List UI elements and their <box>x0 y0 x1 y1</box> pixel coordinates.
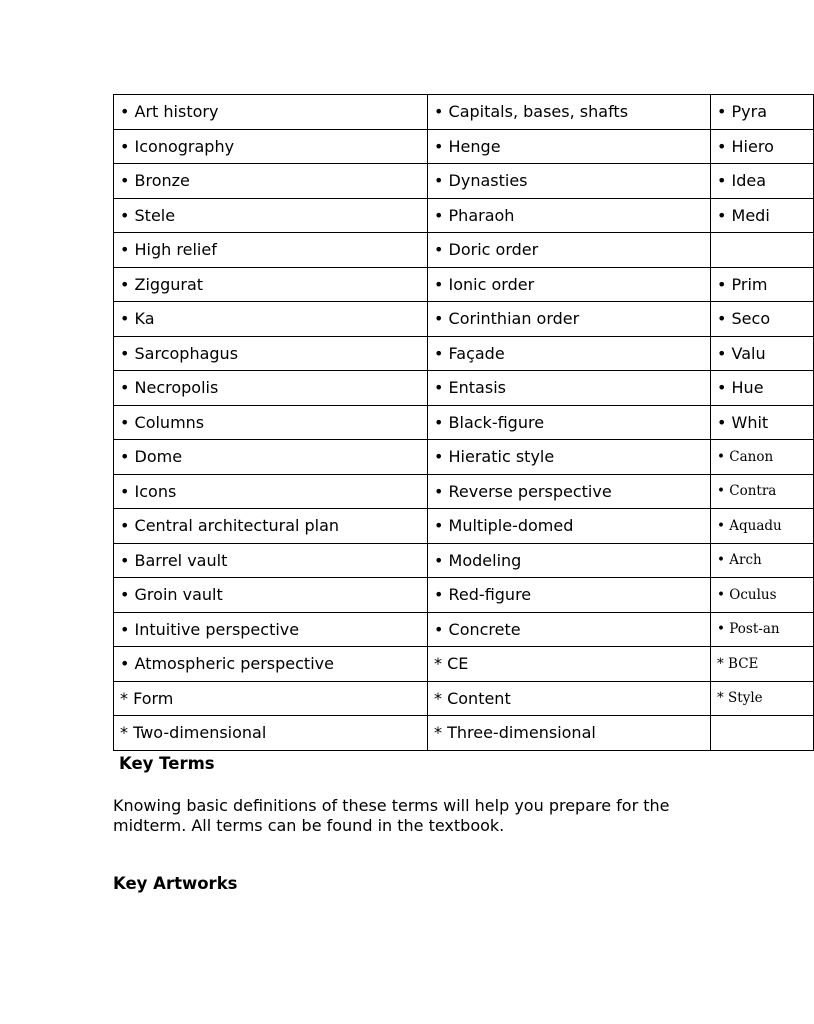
table-cell: • Iconography <box>114 129 428 164</box>
table-cell: • Capitals, bases, shafts <box>428 95 711 130</box>
table-cell: • Pyra <box>711 95 814 130</box>
table-cell: • Columns <box>114 405 428 440</box>
table-row <box>114 440 814 475</box>
table-row <box>114 612 814 647</box>
table-row <box>114 198 814 233</box>
table-row <box>114 233 814 268</box>
table-cell: * Two-dimensional <box>114 716 428 751</box>
key-terms-description: Knowing basic definitions of these terms will help you prepare for the midterm. All terms can be found in the textbook. <box>113 796 670 835</box>
table-cell: • Multiple-domed <box>428 509 711 544</box>
table-cell: * Three-dimensional <box>428 716 711 751</box>
table-cell: • Hiero <box>711 129 814 164</box>
table-cell: • Contra <box>711 474 814 509</box>
key-terms-table <box>113 94 814 751</box>
table-cell: * Form <box>114 681 428 716</box>
table-cell: • Medi <box>711 198 814 233</box>
table-cell: • Central architectural plan <box>114 509 428 544</box>
table-cell: • Black-figure <box>428 405 711 440</box>
table-row <box>114 95 814 130</box>
table-row <box>114 371 814 406</box>
table-cell: • Reverse perspective <box>428 474 711 509</box>
table-cell: * CE <box>428 647 711 682</box>
table-cell: • Groin vault <box>114 578 428 613</box>
table-row <box>114 681 814 716</box>
table-cell: • Aquadu <box>711 509 814 544</box>
table-cell: • Bronze <box>114 164 428 199</box>
table-row <box>114 267 814 302</box>
table-cell: • Arch <box>711 543 814 578</box>
table-cell: • Canon <box>711 440 814 475</box>
table-cell: • Sarcophagus <box>114 336 428 371</box>
table-row <box>114 647 814 682</box>
table-cell: * BCE <box>711 647 814 682</box>
table-cell: * Content <box>428 681 711 716</box>
table-cell: • Concrete <box>428 612 711 647</box>
table-cell: • Entasis <box>428 371 711 406</box>
table-cell: • Façade <box>428 336 711 371</box>
table-cell <box>711 233 814 268</box>
table-cell: • Barrel vault <box>114 543 428 578</box>
table-cell: • Modeling <box>428 543 711 578</box>
table-cell: • Corinthian order <box>428 302 711 337</box>
table-row <box>114 716 814 751</box>
table-cell: • Stele <box>114 198 428 233</box>
key-terms-heading: Key Terms <box>119 754 215 773</box>
table-row <box>114 543 814 578</box>
table-cell <box>711 716 814 751</box>
table-cell: • Ionic order <box>428 267 711 302</box>
table-row <box>114 336 814 371</box>
table-cell: • Intuitive perspective <box>114 612 428 647</box>
table-cell: • Post-an <box>711 612 814 647</box>
table-row <box>114 129 814 164</box>
table-cell: • Ka <box>114 302 428 337</box>
table-cell: • Pharaoh <box>428 198 711 233</box>
table-row <box>114 578 814 613</box>
table-cell: • Doric order <box>428 233 711 268</box>
table-cell: • Hue <box>711 371 814 406</box>
table-cell: • Valu <box>711 336 814 371</box>
table-row <box>114 474 814 509</box>
table-cell: • Henge <box>428 129 711 164</box>
key-terms-table-body <box>114 95 814 751</box>
table-cell: • Whit <box>711 405 814 440</box>
table-cell: • Seco <box>711 302 814 337</box>
table-cell: • Idea <box>711 164 814 199</box>
table-row <box>114 509 814 544</box>
table-cell: • Necropolis <box>114 371 428 406</box>
table-cell: • Prim <box>711 267 814 302</box>
table-cell: • Dome <box>114 440 428 475</box>
table-cell: • Dynasties <box>428 164 711 199</box>
table-cell: • Icons <box>114 474 428 509</box>
table-cell: • High relief <box>114 233 428 268</box>
table-cell: • Hieratic style <box>428 440 711 475</box>
table-row <box>114 405 814 440</box>
table-cell: • Art history <box>114 95 428 130</box>
table-cell: • Ziggurat <box>114 267 428 302</box>
table-cell: • Oculus <box>711 578 814 613</box>
table-cell: • Atmospheric perspective <box>114 647 428 682</box>
table-row <box>114 302 814 337</box>
key-artworks-heading: Key Artworks <box>113 874 238 893</box>
table-cell: • Red-figure <box>428 578 711 613</box>
table-row <box>114 164 814 199</box>
table-cell: * Style <box>711 681 814 716</box>
